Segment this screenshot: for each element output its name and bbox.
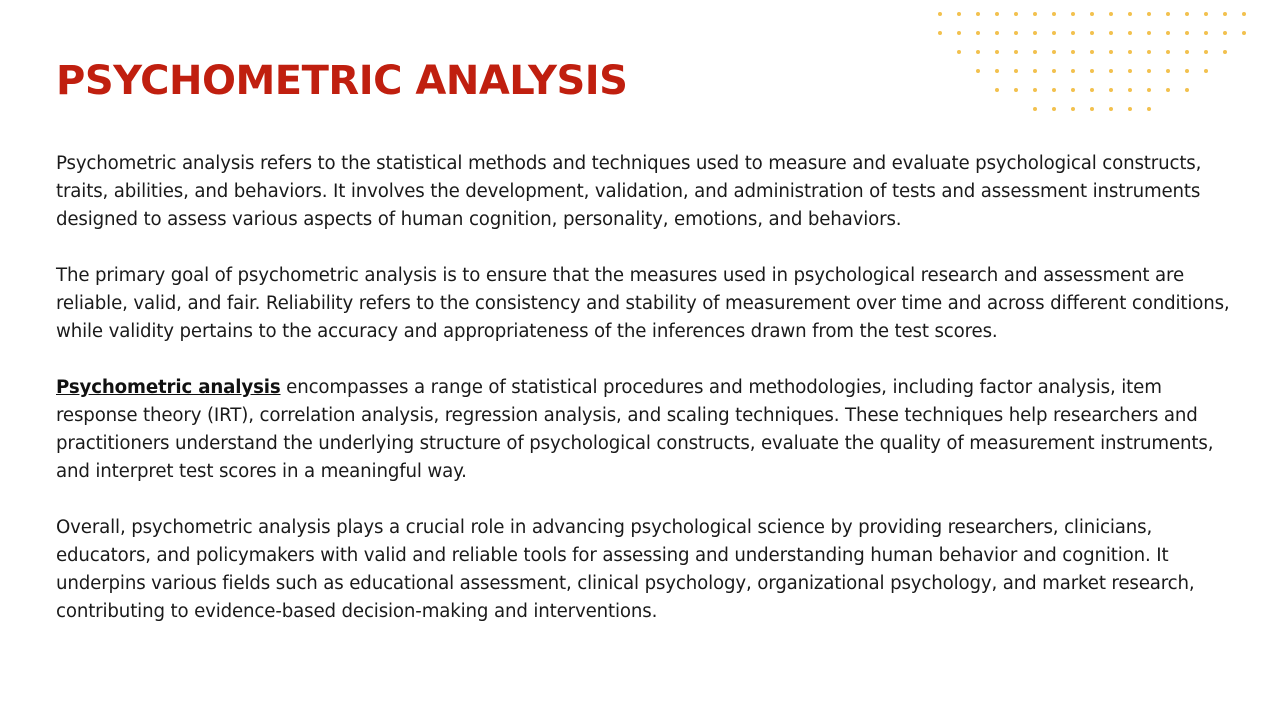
dot-pattern-decoration xyxy=(930,6,1260,116)
paragraph-methods xyxy=(56,374,1236,486)
paragraph-definition: Psychometric analysis refers to the statistical methods and techniques used to measure and evaluate psychological constructs, traits, abilities, and behaviors. It involves the development, validation, and administration of tests and assessment instruments designed to assess various aspects of human cognition, personality, emotions, and behaviors. xyxy=(56,153,1202,230)
paragraph-goal: The primary goal of psychometric analysis is to ensure that the measures used in psychological research and assessment are reliable, valid, and fair. Reliability refers to the consistency and stability of measurement over time and across different conditions, while validity pertains to the accuracy and appropriateness of the inferences drawn from the test scores. xyxy=(56,265,1230,342)
page-title: PSYCHOMETRIC ANALYSIS xyxy=(56,58,628,104)
psychometric-analysis-link[interactable]: Psychometric analysis xyxy=(56,377,281,398)
content-body xyxy=(56,150,1236,654)
paragraph-overall: Overall, psychometric analysis plays a crucial role in advancing psychological science by providing researchers, clinicians, educators, and policymakers with valid and reliable tools for assessing and understanding human behavior and cognition. It underpins various fields such as educational assessment, clinical psychology, organizational psychology, and market research, contributing to evidence-based decision-making and interventions. xyxy=(56,517,1195,622)
paragraph-methods-text: encompasses a range of statistical procedures and methodologies, including factor analysis, item response theory (IRT), correlation analysis, regression analysis, and scaling techniques. These techniques help researchers and practitioners understand the underlying structure of psychological constructs, evaluate the quality of measurement instruments, and interpret test scores in a meaningful way. xyxy=(56,377,1214,482)
